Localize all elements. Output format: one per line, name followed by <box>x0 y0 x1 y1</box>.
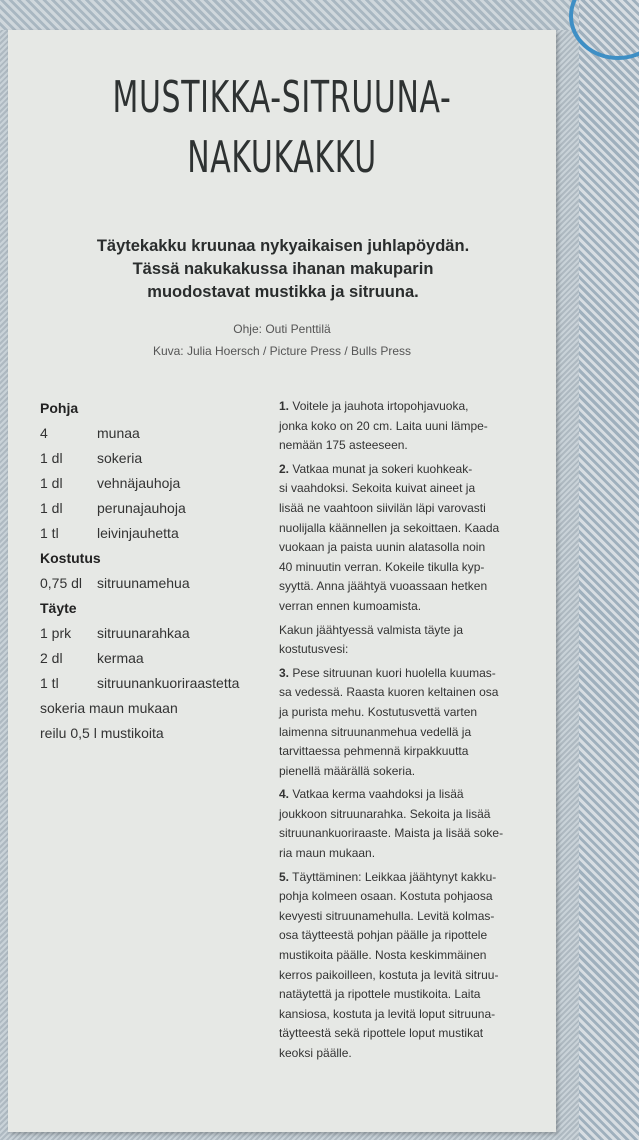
step-number: 1. <box>279 399 290 413</box>
recipe-title-line1: MUSTIKKA-SITRUUNA- <box>112 72 452 123</box>
section-heading-kostutus: Kostutus <box>40 550 101 566</box>
step-text: Pese sitruunan kuori huolella kuumas- sa vedessä. Raasta kuoren keltainen osa ja purista mehu. Kostutusvettä varten laimenna sitruunanmehua vedellä ja tarvittaessa pehmennä kirpakkuutta pienellä määrällä sokeria. <box>279 665 499 778</box>
ingredient-qty: 0,75 dl <box>40 575 83 591</box>
recipe-page <box>8 30 556 1132</box>
ingredient-name: sitruunankuoriraastetta <box>97 675 240 691</box>
fabric-background-top <box>0 0 639 30</box>
ingredient-row <box>40 621 270 646</box>
ingredient-qty: 2 dl <box>40 650 63 666</box>
step-4 <box>279 785 535 863</box>
step-5 <box>279 868 535 1064</box>
ingredient-name: leivinjauhetta <box>97 525 179 541</box>
ingredient-qty: 1 dl <box>40 475 63 491</box>
ingredient-row <box>40 421 270 446</box>
ingredient-qty: 1 dl <box>40 500 63 516</box>
instruction-steps <box>279 397 535 1068</box>
step-text: Voitele ja jauhota irtopohjavuoka, jonka koko on 20 cm. Laita uuni lämpe- nemään 175 asteeseen. <box>279 399 488 453</box>
credit-photo: Kuva: Julia Hoersch / Picture Press / Bulls Press <box>152 344 412 358</box>
ingredient-qty: 4 <box>40 425 48 441</box>
ingredient-name: perunajauhoja <box>97 500 186 516</box>
ingredient-name: sitruunamehua <box>97 575 190 591</box>
ingredient-row <box>40 521 270 546</box>
ingredient-row <box>40 471 270 496</box>
step-intermediate: Kakun jäähtyessä valmista täyte ja kostutusvesi: <box>279 622 464 657</box>
ingredient-row <box>40 446 270 471</box>
section-heading-tayte: Täyte <box>40 600 77 616</box>
credit-recipe: Ohje: Outi Penttilä <box>233 322 331 336</box>
section-heading-pohja: Pohja <box>40 400 79 416</box>
ingredient-row <box>40 671 270 696</box>
ingredient-name: sokeria <box>97 450 143 466</box>
ingredient-list <box>40 396 270 746</box>
ingredient-qty: 1 prk <box>40 625 72 641</box>
step-number: 5. <box>279 869 290 884</box>
recipe-title-line2: NAKUKAKKU <box>187 132 377 183</box>
step-number: 2. <box>279 461 290 476</box>
step-number: 4. <box>279 787 290 802</box>
step-text: Vatkaa munat ja sokeri kuohkeak- si vaahdoksi. Sekoita kuivat aineet ja lisää ne vaahtoon siivilän läpi varovasti nuolijalla käännellen ja sekoittaen. Kaada vuokaan ja paista uunin alatasolla noin 40 minuutin verran. Kokeile tikulla kyp- syyttä. Anna jäähtyä vuoassaan hetken verran ennen kumoamista. <box>279 461 500 613</box>
ingredient-row-extra: reilu 0,5 l mustikoita <box>40 725 164 741</box>
ingredient-qty: 1 dl <box>40 450 63 466</box>
ingredient-qty: 1 tl <box>40 525 59 541</box>
step-2 <box>279 460 535 617</box>
ingredient-name: sitruunarahkaa <box>97 625 190 641</box>
recipe-lead: Täytekakku kruunaa nykyaikaisen juhlapöydän. Tässä nakukakussa ihanan makuparin muodostavat mustikka ja sitruuna. <box>96 237 470 301</box>
step-number: 3. <box>279 665 290 680</box>
ingredient-qty: 1 tl <box>40 675 59 691</box>
ingredient-row <box>40 646 270 671</box>
ingredient-row <box>40 496 270 521</box>
step-1 <box>279 397 535 456</box>
ingredient-row-extra: sokeria maun mukaan <box>40 700 178 716</box>
ingredient-name: kermaa <box>97 650 144 666</box>
step-text: Täyttäminen: Leikkaa jäähtynyt kakku- pohja kolmeen osaan. Kostuta pohjaosa kevyesti sitruunamehulla. Levitä kolmas- osa täytteestä pohjan päälle ja ripottele mustikoita päälle. Nosta keskimmäinen kerros paikoilleen, kostuta ja levitä sitruu- natäytettä ja ripottele mustikoita. Laita kansiosa, kostuta ja levitä loput sitruuna- täytteestä sekä ripottele loput mustikat keoksi päälle. <box>279 869 499 1060</box>
ingredient-row <box>40 571 270 596</box>
ingredient-name: munaa <box>97 425 140 441</box>
ingredient-name: vehnäjauhoja <box>97 475 181 491</box>
fabric-background-right <box>579 0 639 1140</box>
step-3 <box>279 664 535 782</box>
step-text: Vatkaa kerma vaahdoksi ja lisää joukkoon sitruunarahka. Sekoita ja lisää sitruunankuoriraaste. Maista ja lisää soke- ria maun mukaan. <box>279 787 504 861</box>
